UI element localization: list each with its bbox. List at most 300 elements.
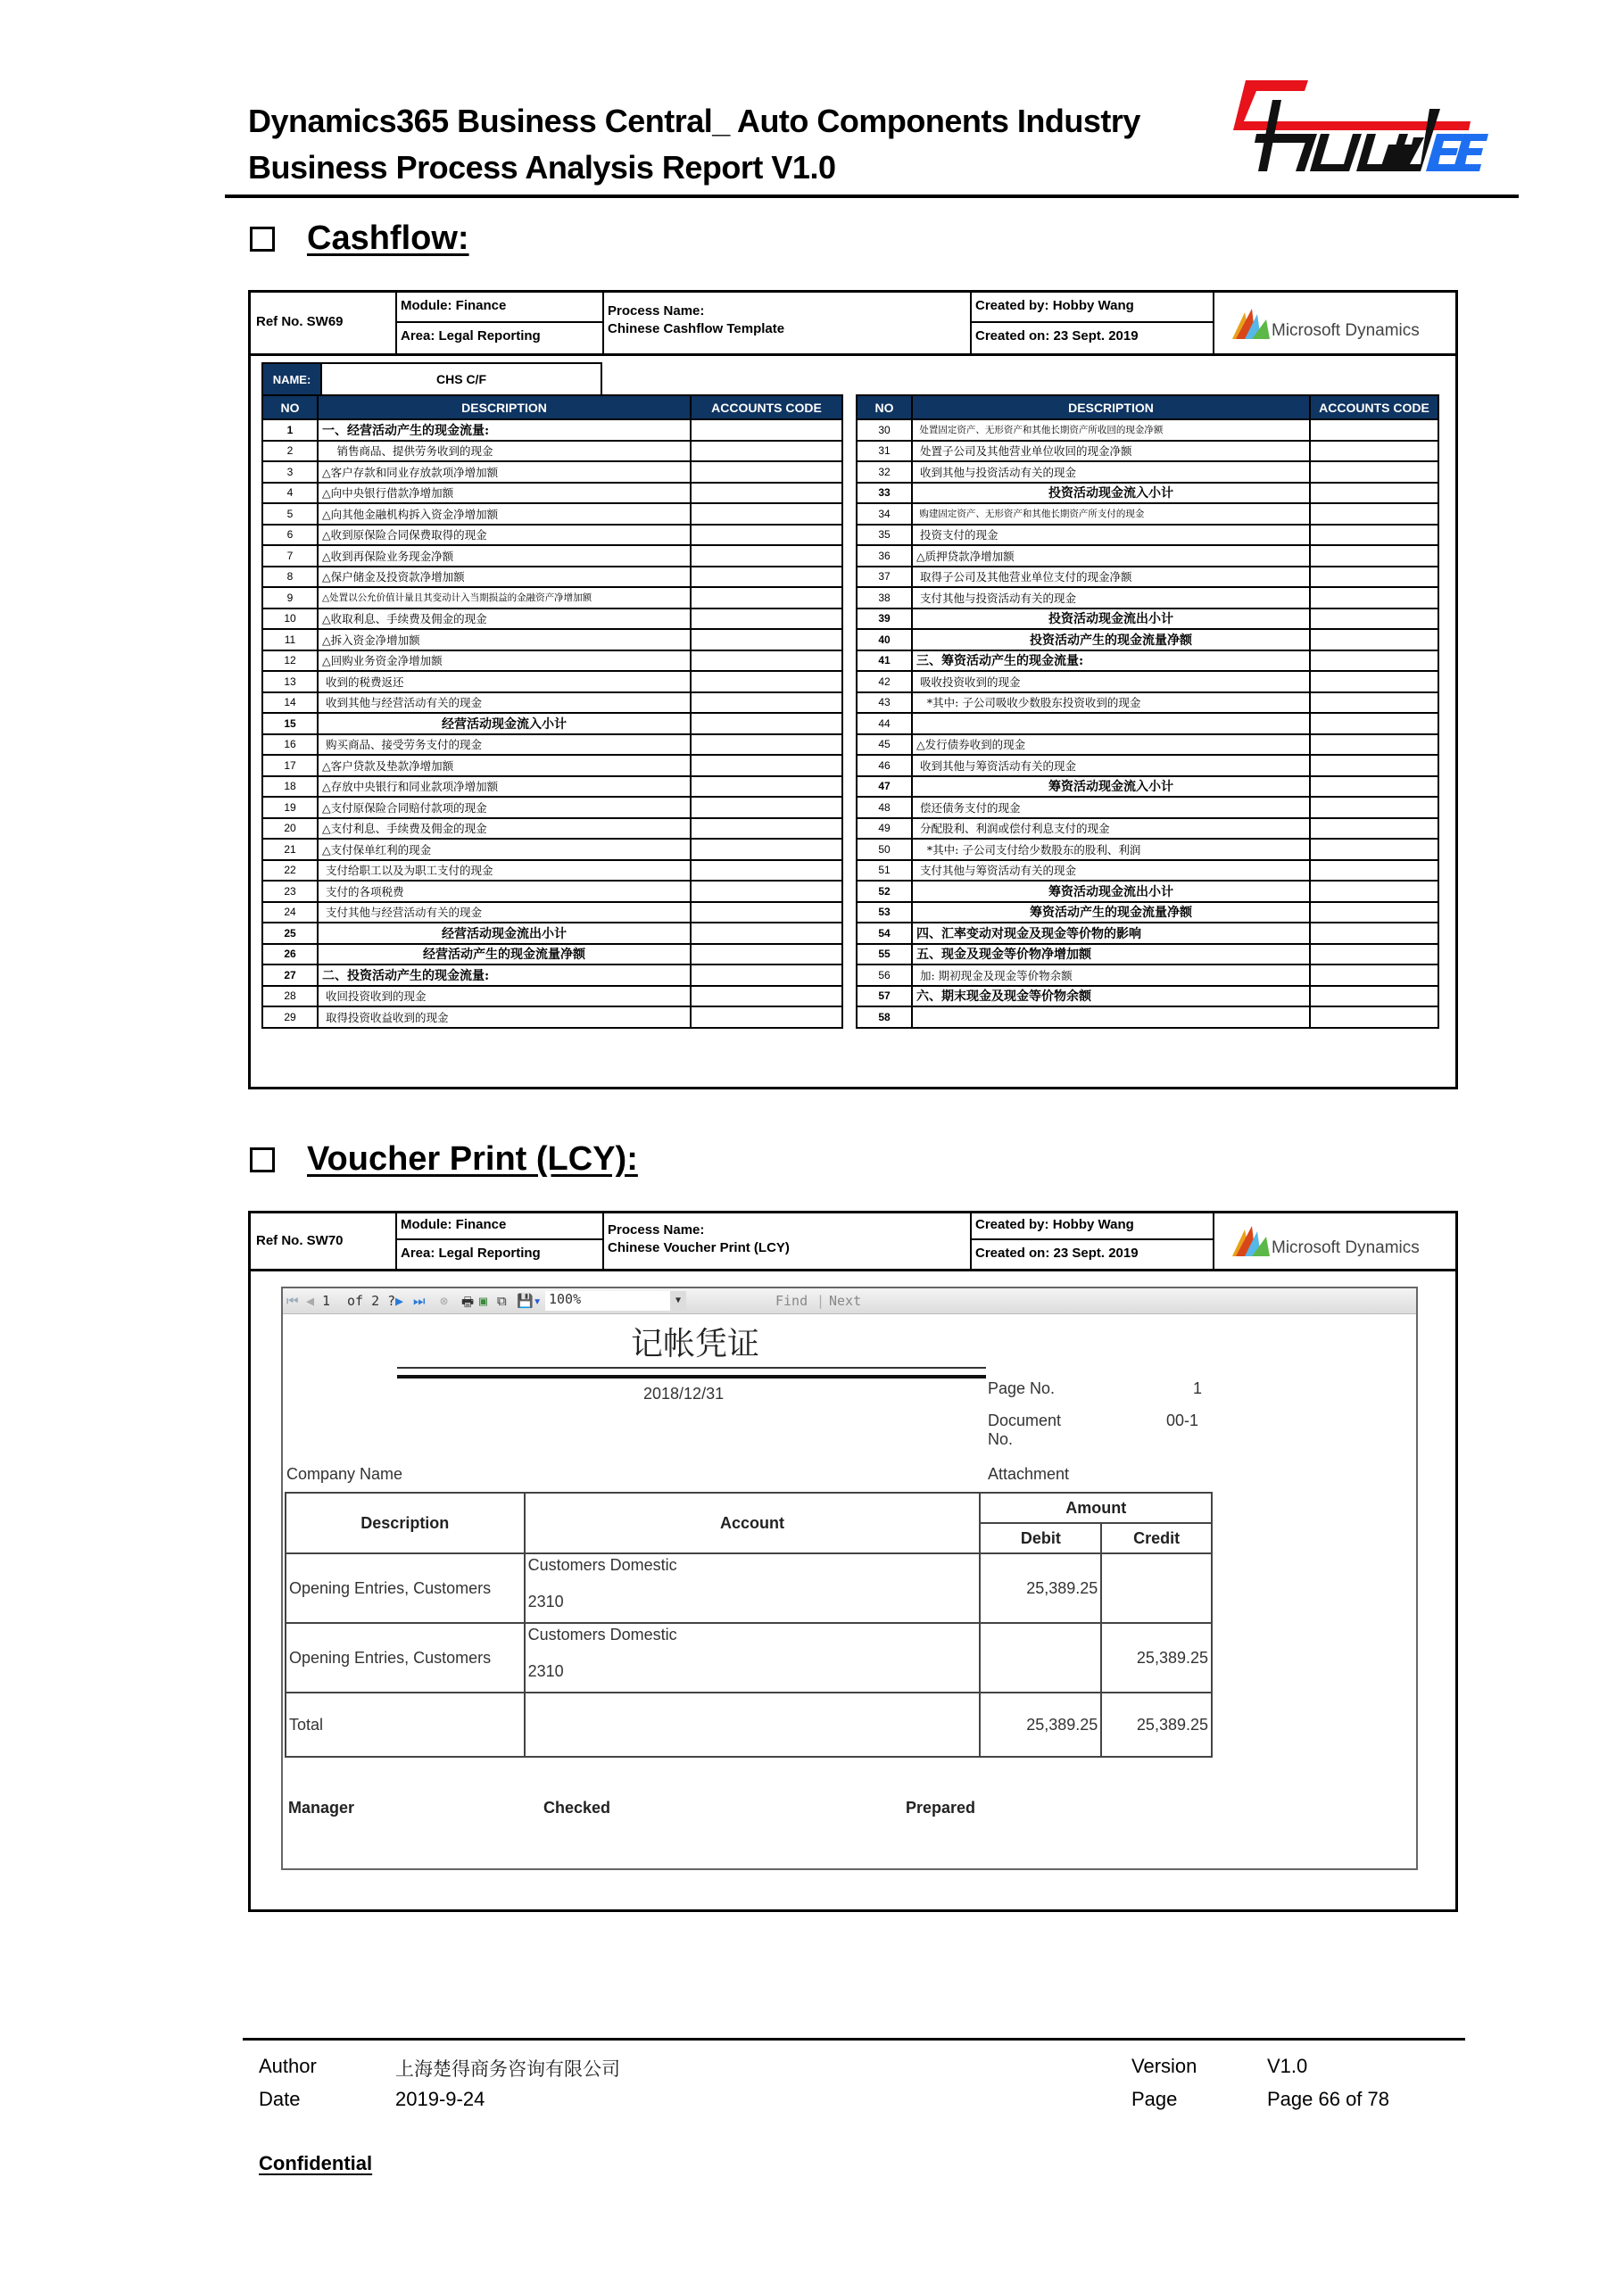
row-accounts-code[interactable] <box>691 860 842 882</box>
row-description: 投资支付的现金 <box>912 525 1310 546</box>
version-value: V1.0 <box>1267 2055 1308 2077</box>
row-accounts-code[interactable] <box>1310 797 1438 818</box>
last-page-button[interactable]: ⏭ <box>413 1293 426 1309</box>
row-description: 偿还债务支付的现金 <box>912 797 1310 818</box>
cashflow-row <box>857 881 1438 902</box>
cashflow-heading-text: Cashflow: <box>307 219 469 257</box>
cashflow-row <box>857 650 1438 672</box>
row-no: 26 <box>262 944 318 965</box>
row-accounts-code[interactable] <box>1310 545 1438 567</box>
row-no: 46 <box>857 755 912 776</box>
row-description: 经营活动产生的现金流量净额 <box>318 944 691 965</box>
row-no: 33 <box>857 483 912 504</box>
row-accounts-code[interactable] <box>1310 567 1438 588</box>
company-name-label: Company Name <box>286 1465 403 1483</box>
row-accounts-code[interactable] <box>1310 609 1438 630</box>
row-accounts-code[interactable] <box>1310 839 1438 860</box>
name-value: CHS C/F <box>321 363 601 395</box>
row-no: 17 <box>262 755 318 776</box>
row-description: △支付保单红利的现金 <box>318 839 691 860</box>
row-no: 19 <box>262 797 318 818</box>
row-accounts-code[interactable] <box>691 545 842 567</box>
row-description: 四、汇率变动对现金及现金等价物的影响 <box>912 923 1310 944</box>
row-description: 收到其他与投资活动有关的现金 <box>912 461 1310 483</box>
row-accounts-code[interactable] <box>691 441 842 462</box>
row-no: 20 <box>262 818 318 840</box>
date-value: 2019-9-24 <box>395 2088 485 2110</box>
total-account <box>525 1693 981 1757</box>
row-description: 购买商品、接受劳务支付的现金 <box>318 734 691 756</box>
row-description: △拆入资金净增加额 <box>318 629 691 650</box>
process-name-label: Process Name: <box>608 1222 705 1238</box>
checked-signature-label: Checked <box>543 1799 611 1817</box>
report-viewer <box>281 1287 1418 1870</box>
row-accounts-code[interactable] <box>1310 629 1438 650</box>
row-description: 投资活动现金流出小计 <box>912 609 1310 630</box>
zoom-select[interactable]: 100% <box>545 1291 674 1311</box>
row-no: 41 <box>857 650 912 672</box>
row-no: 9 <box>262 587 318 609</box>
row-description: △发行债券收到的现金 <box>912 734 1310 756</box>
row-accounts-code[interactable] <box>691 902 842 923</box>
row-description: 经营活动现金流出小计 <box>318 923 691 944</box>
row-no: 56 <box>857 965 912 986</box>
cashflow-row <box>262 902 842 923</box>
row-no: 47 <box>857 776 912 798</box>
find-button[interactable]: Find <box>775 1293 808 1309</box>
ref-no: Ref No. SW70 <box>256 1233 344 1248</box>
row-description: 取得子公司及其他营业单位支付的现金净额 <box>912 567 1310 588</box>
voucher-heading-text: Voucher Print (LCY): <box>307 1140 638 1178</box>
cashflow-row <box>857 629 1438 650</box>
row-description: Opening Entries, Customers <box>286 1623 525 1693</box>
row-accounts-code[interactable] <box>1310 776 1438 798</box>
cashflow-info-block <box>248 290 1458 1089</box>
row-description: △收取利息、手续费及佣金的现金 <box>318 609 691 630</box>
cashflow-row <box>262 525 842 546</box>
row-account <box>525 1553 981 1623</box>
cashflow-heading <box>250 219 469 258</box>
col-no: NO <box>262 395 318 419</box>
row-no: 49 <box>857 818 912 840</box>
voucher-row <box>286 1553 1212 1623</box>
row-description: 三、筹资活动产生的现金流量: <box>912 650 1310 672</box>
cashflow-row <box>857 671 1438 692</box>
row-accounts-code[interactable] <box>1310 965 1438 986</box>
row-no: 4 <box>262 483 318 504</box>
row-accounts-code[interactable] <box>691 797 842 818</box>
row-accounts-code[interactable] <box>691 419 842 441</box>
row-description: 支付的各项税费 <box>318 881 691 902</box>
document-title <box>248 98 1140 191</box>
zoom-dropdown-chevron-icon[interactable]: ▼ <box>670 1291 686 1311</box>
row-accounts-code[interactable] <box>1310 671 1438 692</box>
row-no: 37 <box>857 567 912 588</box>
row-accounts-code[interactable] <box>691 755 842 776</box>
row-no: 29 <box>262 1006 318 1028</box>
row-no: 36 <box>857 545 912 567</box>
cashflow-row <box>262 419 842 441</box>
row-description: △保户储金及投资款净增加额 <box>318 567 691 588</box>
row-accounts-code[interactable] <box>691 461 842 483</box>
row-accounts-code[interactable] <box>691 483 842 504</box>
row-description: 二、投资活动产生的现金流量: <box>318 965 691 986</box>
voucher-info-header <box>251 1213 1455 1271</box>
cashflow-row <box>262 839 842 860</box>
cashflow-row <box>857 923 1438 944</box>
row-accounts-code[interactable] <box>691 1006 842 1028</box>
checkbox-bullet-icon <box>250 227 275 252</box>
row-accounts-code[interactable] <box>1310 734 1438 756</box>
cashflow-row <box>262 923 842 944</box>
cashflow-row <box>857 734 1438 756</box>
row-description: 收回投资收到的现金 <box>318 986 691 1007</box>
col-credit: Credit <box>1101 1523 1212 1553</box>
row-accounts-code[interactable] <box>1310 755 1438 776</box>
cashflow-row <box>857 755 1438 776</box>
row-accounts-code[interactable] <box>1310 650 1438 672</box>
row-description: 投资活动产生的现金流量净额 <box>912 629 1310 650</box>
row-no: 25 <box>262 923 318 944</box>
row-no: 34 <box>857 503 912 525</box>
row-accounts-code[interactable] <box>1310 441 1438 462</box>
account-no: 2310 <box>527 1662 564 1680</box>
row-accounts-code[interactable] <box>691 944 842 965</box>
row-accounts-code[interactable] <box>1310 944 1438 965</box>
row-accounts-code[interactable] <box>691 567 842 588</box>
cashflow-row <box>262 441 842 462</box>
title-underline-thick <box>397 1375 986 1378</box>
cashflow-row <box>262 755 842 776</box>
row-no: 55 <box>857 944 912 965</box>
manager-signature-label: Manager <box>288 1799 355 1817</box>
cashflow-row <box>262 713 842 734</box>
cashflow-row <box>857 986 1438 1007</box>
row-accounts-code[interactable] <box>691 692 842 714</box>
chuudee-logo-icon <box>1230 75 1488 178</box>
created-on: Created on: 23 Sept. 2019 <box>975 1246 1139 1261</box>
cashflow-row <box>262 650 842 672</box>
area: Area: Legal Reporting <box>401 328 541 344</box>
row-description: △存放中央银行和同业款项净增加额 <box>318 776 691 798</box>
prepared-signature-label: Prepared <box>906 1799 976 1817</box>
row-description: △向中央银行借款净增加额 <box>318 483 691 504</box>
row-no: 10 <box>262 609 318 630</box>
total-credit: 25,389.25 <box>1101 1693 1212 1757</box>
row-no: 52 <box>857 881 912 902</box>
row-accounts-code[interactable] <box>691 986 842 1007</box>
col-no: NO <box>857 395 912 419</box>
cashflow-row <box>262 609 842 630</box>
ms-dynamics-icon <box>1232 305 1272 341</box>
row-accounts-code[interactable] <box>1310 587 1438 609</box>
row-description: Opening Entries, Customers <box>286 1553 525 1623</box>
cashflow-row <box>262 692 842 714</box>
cashflow-row <box>857 965 1438 986</box>
cashflow-row <box>262 797 842 818</box>
row-credit: 25,389.25 <box>1101 1623 1212 1693</box>
row-accounts-code[interactable] <box>1310 692 1438 714</box>
title-underline-thin <box>397 1367 986 1369</box>
cashflow-row <box>857 713 1438 734</box>
row-accounts-code[interactable] <box>1310 923 1438 944</box>
row-description: 支付其他与筹资活动有关的现金 <box>912 860 1310 882</box>
row-description: *其中: 子公司吸收少数股东投资收到的现金 <box>912 692 1310 714</box>
page-count: of 2 ? <box>347 1293 396 1309</box>
row-accounts-code[interactable] <box>691 734 842 756</box>
document-no-label-line1: Document <box>988 1412 1062 1429</box>
row-no: 8 <box>262 567 318 588</box>
voucher-date: 2018/12/31 <box>643 1385 725 1403</box>
name-label: NAME: <box>262 363 321 395</box>
col-description: DESCRIPTION <box>912 395 1310 419</box>
row-accounts-code[interactable] <box>1310 525 1438 546</box>
row-no: 43 <box>857 692 912 714</box>
cashflow-row <box>262 881 842 902</box>
stop-icon[interactable]: ⊗ <box>440 1293 449 1309</box>
cashflow-row <box>857 419 1438 441</box>
next-button[interactable]: Next <box>829 1293 862 1309</box>
cashflow-row <box>262 986 842 1007</box>
row-no: 27 <box>262 965 318 986</box>
row-description: △客户贷款及垫款净增加额 <box>318 755 691 776</box>
voucher-info-block <box>248 1211 1458 1912</box>
cashflow-row <box>262 629 842 650</box>
row-accounts-code[interactable] <box>691 713 842 734</box>
process-name: Chinese Cashflow Template <box>608 321 785 336</box>
ms-dynamics-logo <box>1232 1222 1420 1258</box>
author-value: 上海楚得商务咨询有限公司 <box>395 2058 620 2080</box>
row-description: 筹资活动现金流出小计 <box>912 881 1310 902</box>
process-name-label: Process Name: <box>608 303 705 319</box>
row-description: △向其他金融机构拆入资金净增加额 <box>318 503 691 525</box>
export-icon[interactable]: 💾▾ <box>517 1293 542 1309</box>
row-accounts-code[interactable] <box>1310 483 1438 504</box>
row-no: 14 <box>262 692 318 714</box>
row-accounts-code[interactable] <box>691 965 842 986</box>
cashflow-row <box>262 965 842 986</box>
cashflow-row <box>857 776 1438 798</box>
row-accounts-code[interactable] <box>1310 818 1438 840</box>
cashflow-row <box>857 483 1438 504</box>
cashflow-row <box>857 1006 1438 1028</box>
row-accounts-code[interactable] <box>691 503 842 525</box>
row-no: 35 <box>857 525 912 546</box>
row-description: △质押贷款净增加额 <box>912 545 1310 567</box>
previous-page-button[interactable]: ◀ <box>306 1293 315 1309</box>
document-no-label-line2: No. <box>988 1430 1014 1448</box>
account-name: Customers Domestic <box>527 1556 677 1574</box>
row-no: 5 <box>262 503 318 525</box>
attachment-label: Attachment <box>988 1465 1070 1483</box>
row-accounts-code[interactable] <box>691 881 842 902</box>
cashflow-row <box>262 483 842 504</box>
ref-no: Ref No. SW69 <box>256 314 344 329</box>
total-debit: 25,389.25 <box>980 1693 1101 1757</box>
row-description: 支付给职工以及为职工支付的现金 <box>318 860 691 882</box>
row-no: 53 <box>857 902 912 923</box>
cashflow-row <box>857 567 1438 588</box>
page-no-label: Page No. <box>988 1379 1056 1397</box>
row-accounts-code[interactable] <box>691 650 842 672</box>
date-label: Date <box>259 2088 301 2110</box>
cashflow-row <box>262 734 842 756</box>
row-accounts-code[interactable] <box>1310 419 1438 441</box>
cashflow-row <box>857 461 1438 483</box>
row-no: 23 <box>262 881 318 902</box>
page-number-input[interactable]: 1 <box>322 1293 331 1309</box>
row-description: 经营活动现金流入小计 <box>318 713 691 734</box>
cashflow-row <box>262 860 842 882</box>
cashflow-row <box>857 902 1438 923</box>
row-debit <box>980 1623 1101 1693</box>
voucher-table <box>285 1492 1213 1758</box>
row-accounts-code[interactable] <box>1310 461 1438 483</box>
row-no: 24 <box>262 902 318 923</box>
chuudee-logo <box>1230 75 1488 178</box>
ms-dynamics-icon <box>1232 1222 1272 1258</box>
row-accounts-code[interactable] <box>691 629 842 650</box>
report-toolbar <box>283 1288 1416 1314</box>
ms-dynamics-logo <box>1232 305 1420 341</box>
cashflow-row <box>262 545 842 567</box>
created-on: Created on: 23 Sept. 2019 <box>975 328 1139 344</box>
row-no: 54 <box>857 923 912 944</box>
row-accounts-code[interactable] <box>1310 986 1438 1007</box>
row-description: 处置固定资产、无形资产和其他长期资产所收回的现金净额 <box>912 419 1310 441</box>
cashflow-row <box>857 818 1438 840</box>
version-label: Version <box>1131 2055 1197 2077</box>
row-accounts-code[interactable] <box>691 818 842 840</box>
row-description: 支付其他与经营活动有关的现金 <box>318 902 691 923</box>
first-page-button[interactable]: ⏮ <box>286 1293 299 1309</box>
voucher-heading <box>250 1140 638 1179</box>
row-no: 13 <box>262 671 318 692</box>
row-no: 39 <box>857 609 912 630</box>
col-account: Account <box>525 1493 981 1553</box>
row-description: 销售商品、提供劳务收到的现金 <box>318 441 691 462</box>
row-no: 1 <box>262 419 318 441</box>
row-description: 筹资活动现金流入小计 <box>912 776 1310 798</box>
row-description: △客户存款和同业存放款项净增加额 <box>318 461 691 483</box>
cashflow-row <box>857 944 1438 965</box>
page-setup-icon[interactable]: ⧉ <box>497 1293 507 1309</box>
row-no: 45 <box>857 734 912 756</box>
voucher-row <box>286 1623 1212 1693</box>
cashflow-row <box>857 545 1438 567</box>
row-accounts-code[interactable] <box>1310 503 1438 525</box>
row-no: 15 <box>262 713 318 734</box>
row-description: 收到其他与筹资活动有关的现金 <box>912 755 1310 776</box>
row-description: 六、期末现金及现金等价物余额 <box>912 986 1310 1007</box>
row-description: △支付原保险合同赔付款项的现金 <box>318 797 691 818</box>
row-description <box>912 1006 1310 1028</box>
cashflow-row <box>857 692 1438 714</box>
total-label: Total <box>286 1693 525 1757</box>
print-icon[interactable]: 🖶 <box>461 1294 475 1310</box>
row-accounts-code[interactable] <box>1310 902 1438 923</box>
row-description: △支付利息、手续费及佣金的现金 <box>318 818 691 840</box>
row-accounts-code[interactable] <box>691 776 842 798</box>
document-title-line2: Business Process Analysis Report V1.0 <box>248 149 836 186</box>
row-no: 51 <box>857 860 912 882</box>
confidential-label: Confidential <box>259 2152 373 2174</box>
cashflow-row <box>262 461 842 483</box>
cashflow-info-header <box>251 293 1455 356</box>
row-no: 57 <box>857 986 912 1007</box>
row-account <box>525 1623 981 1693</box>
row-accounts-code[interactable] <box>691 525 842 546</box>
row-accounts-code[interactable] <box>691 923 842 944</box>
ms-dynamics-text: Microsoft Dynamics <box>1272 1238 1420 1257</box>
name-row-table <box>261 362 602 396</box>
row-no: 16 <box>262 734 318 756</box>
area: Area: Legal Reporting <box>401 1246 541 1261</box>
row-no: 38 <box>857 587 912 609</box>
account-name: Customers Domestic <box>527 1626 677 1643</box>
row-no: 40 <box>857 629 912 650</box>
row-description: 一、经营活动产生的现金流量: <box>318 419 691 441</box>
row-description: 投资活动现金流入小计 <box>912 483 1310 504</box>
document-no-value: 00-1 <box>1166 1412 1199 1429</box>
row-no: 2 <box>262 441 318 462</box>
row-description: 五、现金及现金等价物净增加额 <box>912 944 1310 965</box>
row-no: 48 <box>857 797 912 818</box>
row-accounts-code[interactable] <box>1310 860 1438 882</box>
module: Module: Finance <box>401 1217 507 1232</box>
next-page-button[interactable]: ▶ <box>395 1293 404 1309</box>
row-description: *其中: 子公司支付给少数股东的股利、利润 <box>912 839 1310 860</box>
row-accounts-code[interactable] <box>1310 1006 1438 1028</box>
row-description <box>912 713 1310 734</box>
document-title-line1: Dynamics365 Business Central_ Auto Components Industry <box>248 103 1140 139</box>
cashflow-row <box>262 818 842 840</box>
page-no-value: 1 <box>1193 1379 1203 1397</box>
author-label: Author <box>259 2055 317 2077</box>
row-description: △回购业务资金净增加额 <box>318 650 691 672</box>
row-description: △收到原保险合同保费取得的现金 <box>318 525 691 546</box>
row-credit <box>1101 1553 1212 1623</box>
cashflow-row <box>262 776 842 798</box>
row-description: 收到的税费返还 <box>318 671 691 692</box>
row-no: 32 <box>857 461 912 483</box>
row-no: 21 <box>262 839 318 860</box>
row-accounts-code[interactable] <box>691 671 842 692</box>
cashflow-row <box>857 860 1438 882</box>
page-label: Page <box>1131 2088 1178 2110</box>
account-no: 2310 <box>527 1593 564 1610</box>
row-accounts-code[interactable] <box>691 839 842 860</box>
row-no: 12 <box>262 650 318 672</box>
row-accounts-code[interactable] <box>1310 881 1438 902</box>
page-layout-icon[interactable]: ▣ <box>479 1293 488 1309</box>
cashflow-row <box>857 587 1438 609</box>
row-no: 44 <box>857 713 912 734</box>
process-name: Chinese Voucher Print (LCY) <box>608 1240 790 1255</box>
row-accounts-code[interactable] <box>691 587 842 609</box>
created-by: Created by: Hobby Wang <box>975 298 1134 313</box>
row-accounts-code[interactable] <box>1310 713 1438 734</box>
checkbox-bullet-icon <box>250 1147 275 1172</box>
page-value: Page 66 of 78 <box>1267 2088 1390 2110</box>
cashflow-row <box>262 944 842 965</box>
header-divider <box>225 195 1519 198</box>
cashflow-row <box>262 1006 842 1028</box>
footer-divider <box>243 2038 1465 2041</box>
created-by: Created by: Hobby Wang <box>975 1217 1134 1232</box>
cashflow-row <box>857 839 1438 860</box>
row-accounts-code[interactable] <box>691 609 842 630</box>
